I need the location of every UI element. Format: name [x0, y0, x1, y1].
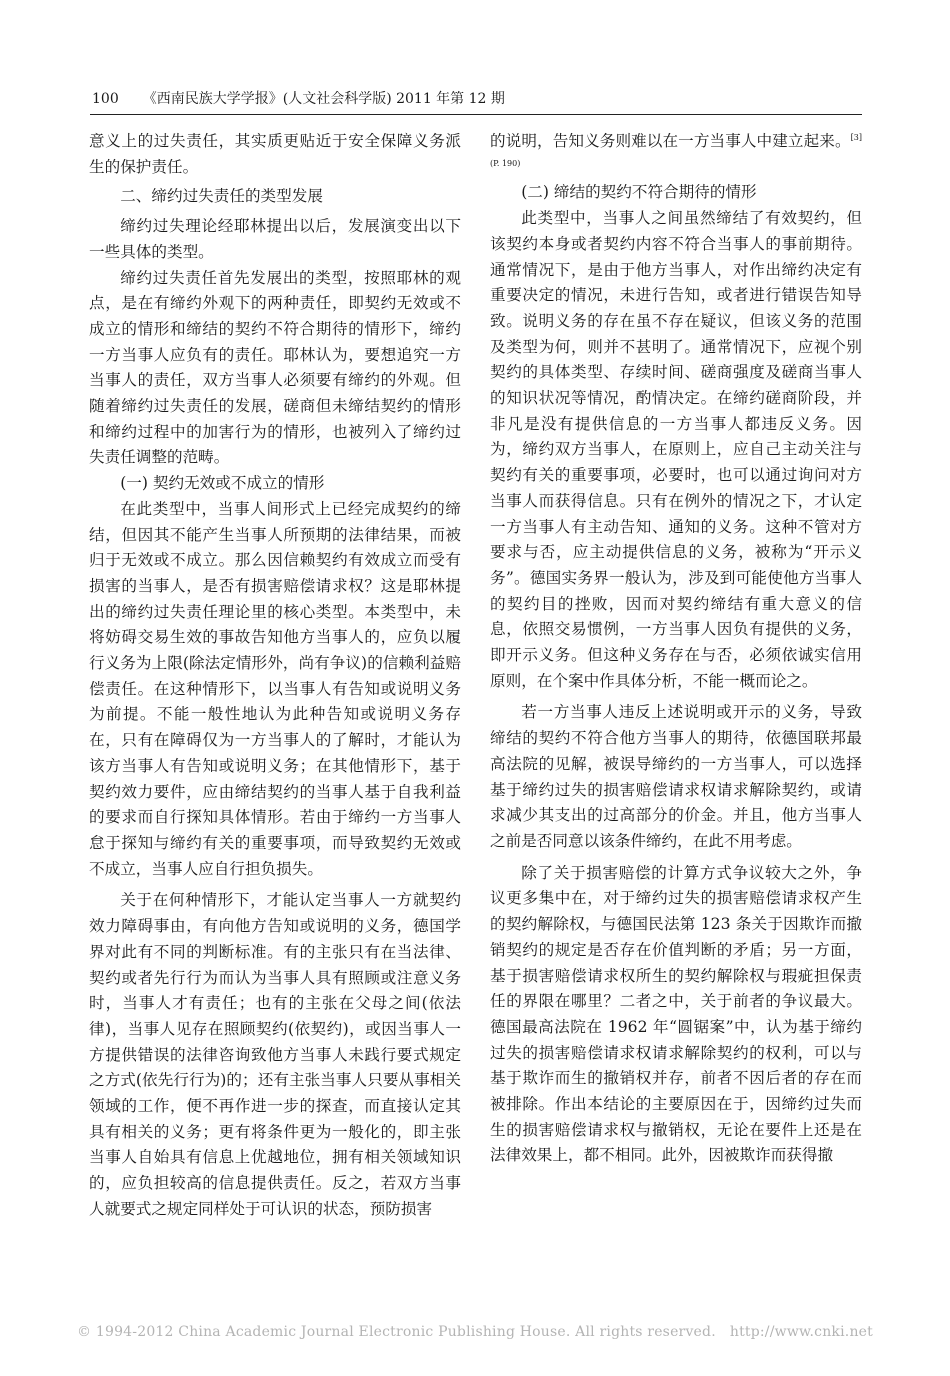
page-number: 100 — [92, 91, 119, 107]
right-column — [490, 129, 862, 1169]
paragraph: 若一方当事人违反上述说明或开示的义务，导致缔结的契约不符合他方当事人的期待，依德国联邦最高法院的见解，被误导缔约的一方当事人，可以选择基于缔约过失的损害赔偿请求权请求解除契约，或请求减少其支出的过高部分的价金。并且，他方当事人之前是否同意以该条件缔约，在此不用考虑。 — [490, 703, 862, 850]
paragraph: 除了关于损害赔偿的计算方式争议较大之外，争议更多集中在，对于缔约过失的损害赔偿请求权产生的契约解除权，与德国民法第 123 条关于因欺诈而撤销契约的规定是否存在价值判断的矛盾；另一方面，基于损害赔偿请求权所生的契约解除权与瑕疵担保责任的界限在哪里？二者之中，关于前者的争议最大。德国最高法院在 1962 年“圆锯案”中，认为基于缔约过失的损害赔偿请求权请求解除契约的权利，可以与基于欺诈而生的撤销权并存，前者不因后者的存在而被排除。作出本结论的主要原因在于，因缔约过失而生的损害赔偿请求权与撤销权，无论在要件上还是在法律效果上，都不相同。此外，因被欺诈而获得撤 — [490, 863, 862, 1165]
header-rule — [90, 114, 862, 115]
left-column — [89, 129, 461, 1223]
running-header — [92, 88, 862, 110]
paragraph: 意义上的过失责任，其实质更贴近于安全保障义务派生的保护责任。 — [89, 132, 461, 176]
paragraph-text: 的说明，告知义务则难以在一方当事人中建立起来。 — [490, 132, 851, 150]
site-url: http://www.cnki.net — [729, 1324, 873, 1340]
journal-title: 《西南民族大学学报》(人文社会科学版) 2011 年第 12 期 — [142, 91, 505, 107]
subsection-heading: (一) 契约无效或不成立的情形 — [120, 474, 325, 493]
paragraph: 在此类型中，当事人间形式上已经完成契约的缔结，但因其不能产生当事人所预期的法律结果，而被归于无效或不成立。那么因信赖契约有效成立而受有损害的当事人，是否有损害赔偿请求权？这是耶林提出的缔约过失责任理论里的核心类型。本类型中，未将妨碍交易生效的事故告知他方当事人的，应负以履行义务为上限(除法定情形外，尚有争议)的信赖利益赔偿责任。在这种情形下，以当事人有告知或说明义务为前提。不能一般性地认为此种告知或说明义务存在，只有在障碍仅为一方当事人的了解时，才能认为该方当事人有告知或说明义务；在其他情形下，基于契约效力要件，应由缔结契约的当事人基于自我利益的要求而自行探知具体情形。若由于缔约一方当事人怠于探知与缔约有关的重要事项，而导致契约无效或不成立，当事人应自行担负损失。 — [89, 499, 461, 878]
citation: [3] (P. 190) — [490, 132, 862, 168]
paragraph: 关于在何种情形下，才能认定当事人一方就契约效力障碍事由，有向他方告知或说明的义务，德国学界对此有不同的判断标准。有的主张只有在当法律、契约或者先行行为而认为当事人具有照顾或注意义务时，当事人才有责任；也有的主张在父母之间(依法律)，当事人见存在照顾契约(依契约)，或因当事人一方提供错误的法律咨询致他方当事人未践行要式规定之方式(依先行行为)的；还有主张当事人只要从事相关领域的工作，便不再作进一步的探查，而直接认定其具有相关的义务；更有将条件更为一般化的，即主张当事人自始具有信息上优越地位，拥有相关领域知识的，应负担较高的信息提供责任。反之，若双方当事人就要式之规定同样处于可认识的状态，预防损害 — [89, 891, 461, 1218]
section-heading: 二、缔约过失责任的类型发展 — [120, 187, 323, 206]
copyright-text: © 1994-2012 China Academic Journal Electronic Publishing House. All rights reserved. — [77, 1324, 716, 1340]
copyright-footer — [0, 1324, 950, 1340]
paragraph: 缔约过失理论经耶林提出以后，发展演变出以下一些具体的类型。 — [89, 217, 461, 261]
paragraph — [490, 129, 862, 180]
paragraph: 此类型中，当事人之间虽然缔结了有效契约，但该契约本身或者契约内容不符合当事人的事前期待。通常情况下，是由于他方当事人，对作出缔约决定有重要决定的情况，未进行告知，或者进行错误告知导致。说明义务的存在虽不存在疑议，但该义务的范围及类型为何，则并不甚明了。通常情况下，应视个别契约的具体类型、存续时间、磋商强度及磋商当事人的知识状况等情况，酌情决定。在缔约磋商阶段，并非凡是没有提供信息的一方当事人都违反义务。因为，缔约双方当事人，在原则上，应自己主动关注与契约有关的重要事项，必要时，也可以通过询问对方当事人而获得信息。只有在例外的情况之下，才认定一方当事人有主动告知、通知的义务。这种不管对方要求与否，应主动提供信息的义务，被称为“开示义务”。德国实务界一般认为，涉及到可能使他方当事人的契约目的挫败，因而对契约缔结有重大意义的信息，依照交易惯例，一方当事人因负有提供的义务，即开示义务。但这种义务存在与否，必须依诚实信用原则，在个案中作具体分析，不能一概而论之。 — [490, 209, 862, 690]
paragraph: 缔约过失责任首先发展出的类型，按照耶林的观点，是在有缔约外观下的两种责任，即契约无效或不成立的情形和缔结的契约不符合期待的情形下，缔约一方当事人应负有的责任。耶林认为，要想追究一方当事人的责任，双方当事人必须要有缔约的外观。但随着缔约过失责任的发展，磋商但未缔结契约的情形和缔约过程中的加害行为的情形，也被列入了缔约过失责任调整的范畴。 — [89, 268, 461, 467]
subsection-heading: (二) 缔结的契约不符合期待的情形 — [521, 183, 757, 202]
